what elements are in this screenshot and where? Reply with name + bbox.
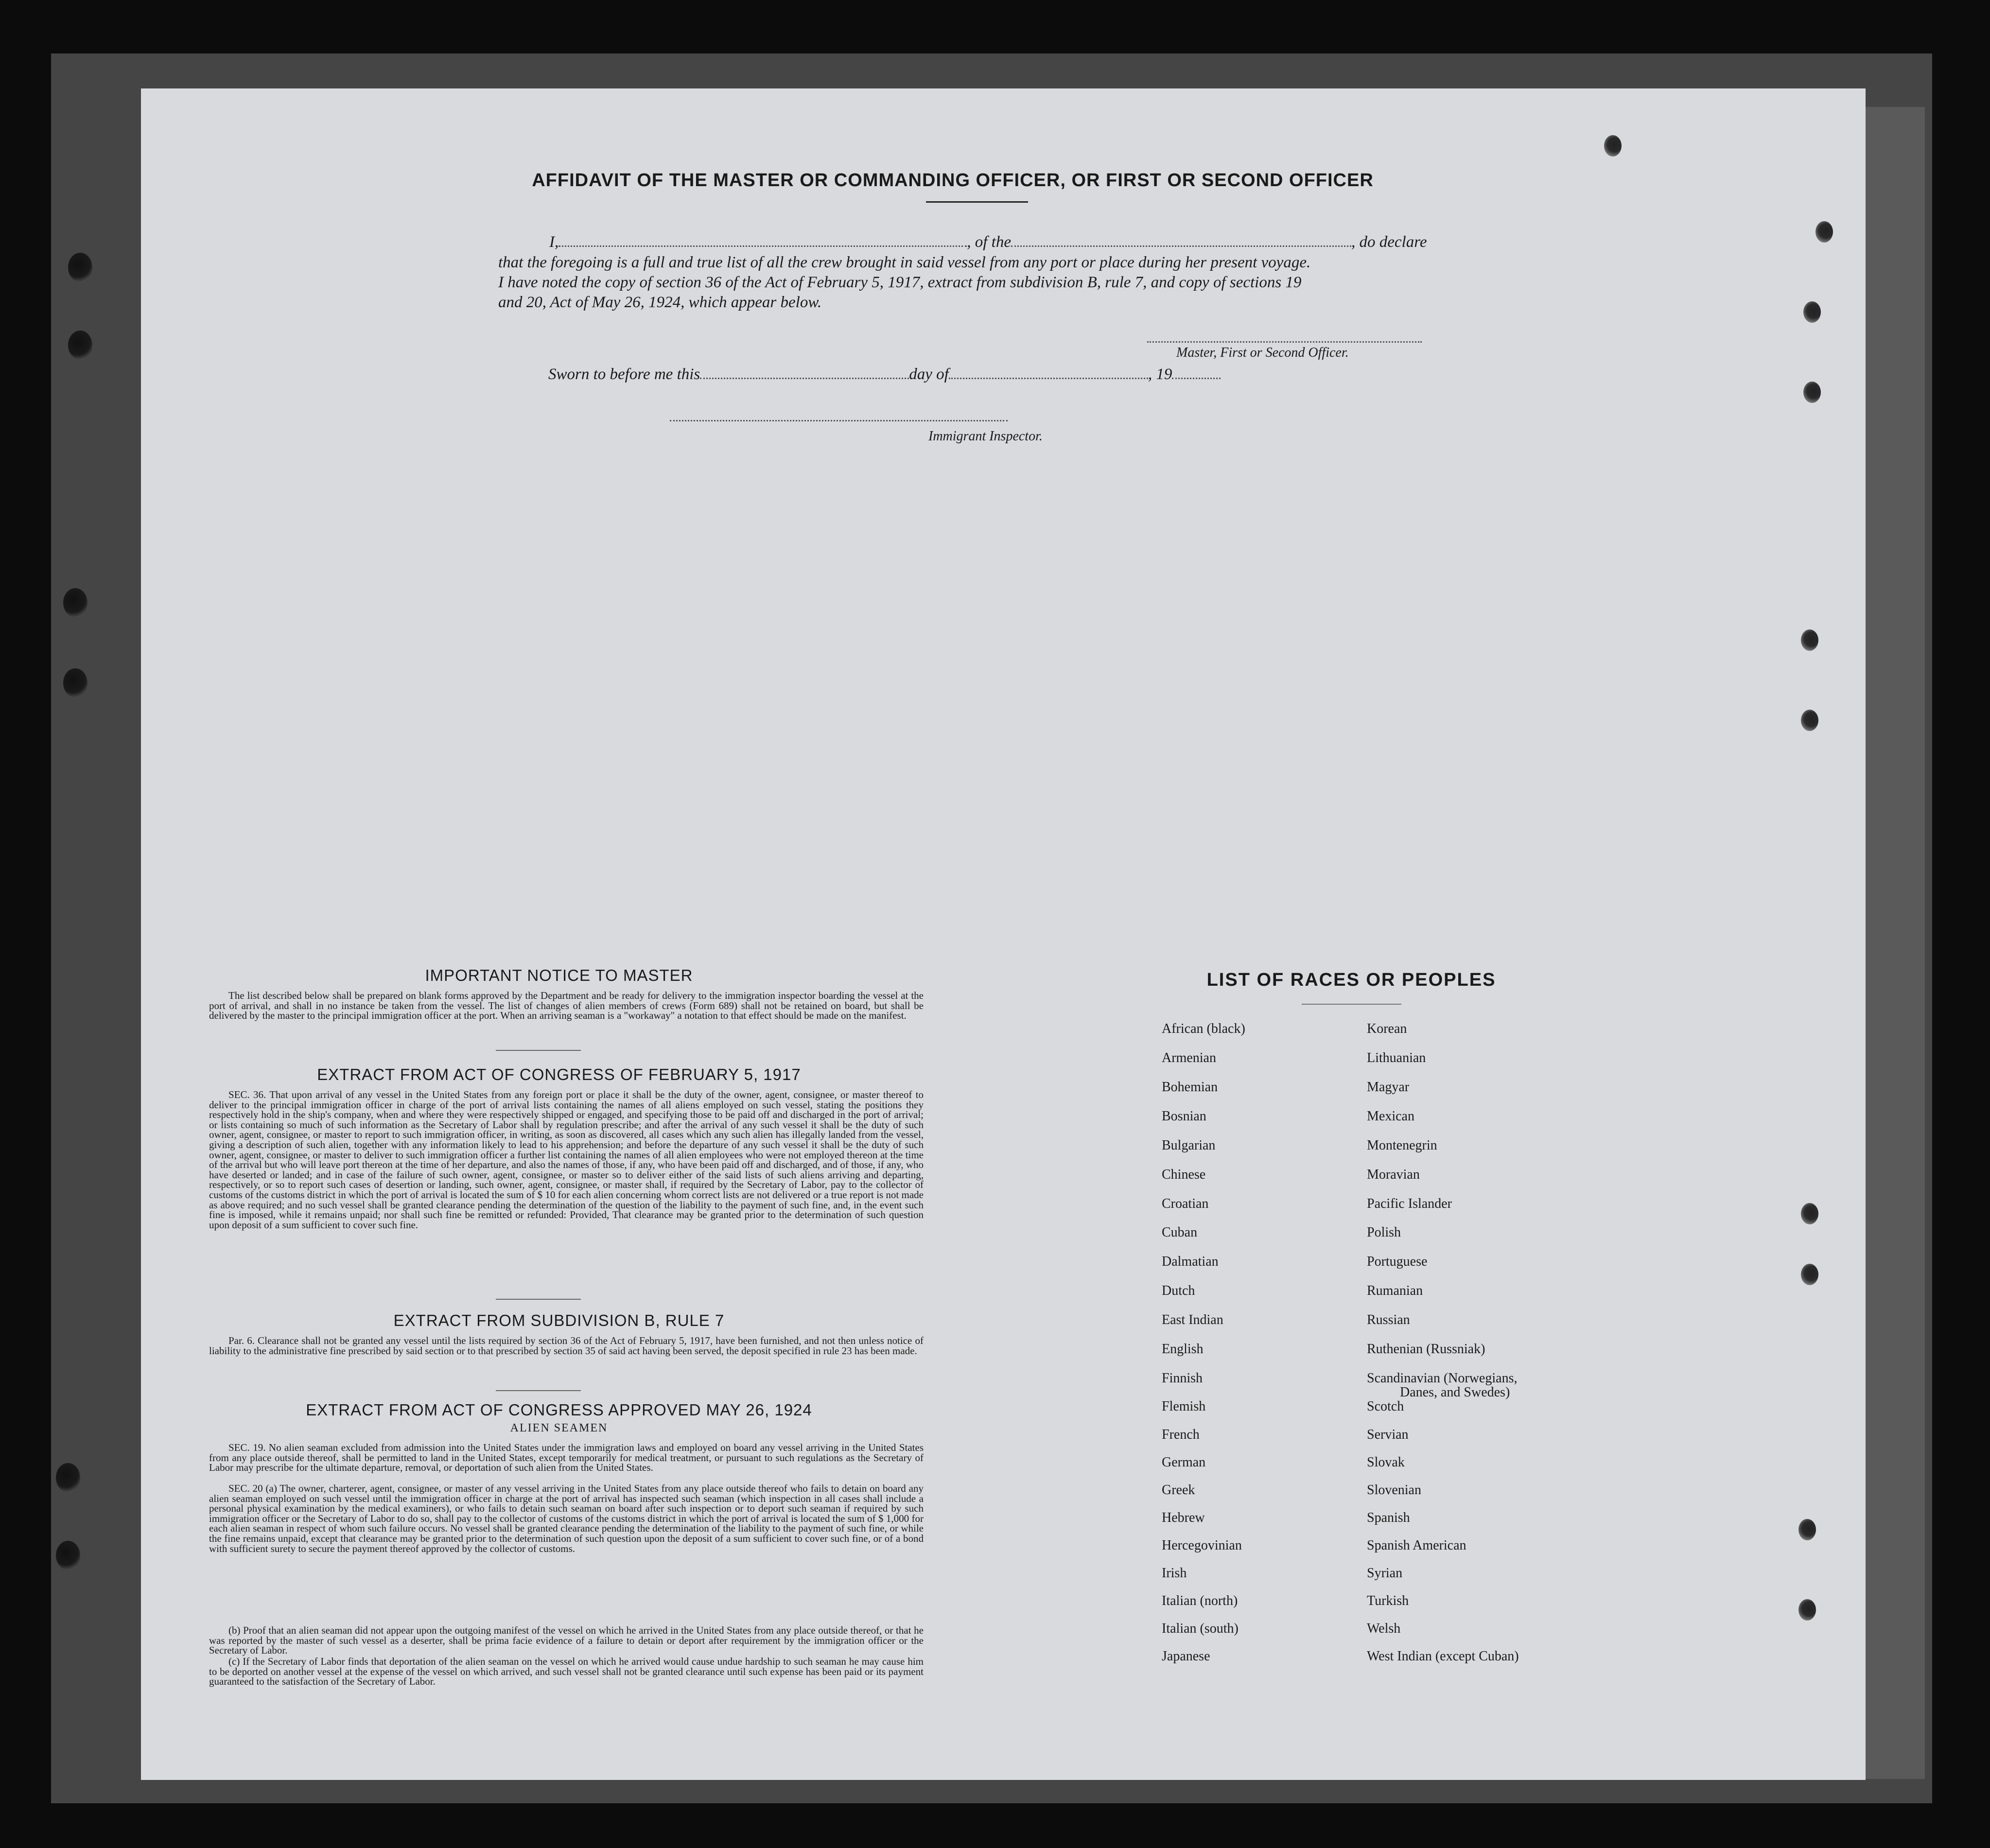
race-left-item: Finnish xyxy=(1162,1371,1203,1386)
race-right-item: Spanish American xyxy=(1367,1538,1466,1553)
of-the-label: , of the xyxy=(967,233,1011,251)
race-left-item: Cuban xyxy=(1162,1225,1198,1240)
extract-1924-title: EXTRACT FROM ACT OF CONGRESS APPROVED MAY 26, 1924 xyxy=(306,1401,812,1419)
race-right-item: Scotch xyxy=(1367,1399,1404,1414)
race-left-item: Hercegovinian xyxy=(1162,1538,1242,1553)
notice-title: IMPORTANT NOTICE TO MASTER xyxy=(425,966,693,984)
race-left-item: East Indian xyxy=(1162,1312,1223,1327)
race-right-item: Magyar xyxy=(1367,1080,1410,1095)
extract-1917-text: SEC. 36. That upon arrival of any vessel in the United States from any foreign port or place it shall be the duty of the owner, agent, consignee, or master thereof to deliver to the principal immigration officer in charge of the port of arrival lists containing the names of all aliens employed on such vessel, stating the positions they respectively hold in the ship's company, when and where they were respectively shipped or engaged, and specifying those to be paid off and discharged in the port of arrival; or lists containing so much of such information as the Secretary of Labor shall by regulation prescribe; and after the arrival of any such vessel it shall be the duty of such owner, agent, consignee, or master to report to such immigration officer, in writing, as soon as discovered, all cases which any such alien has illegally landed from the vessel, giving a description of such alien, together with any information likely to lead to his apprehension; and before the departure of any such vessel it shall be the duty of such owner, agent, consignee, or master to deliver to such immigration officer a further list containing the names of all alien employees who were not employed thereon at the time of the arrival but who will leave port thereon at the time of her departure, and also the names of those, if any, who have been paid off and discharged, and of those, if any, who have deserted or landed; and in case of the failure of such owner, agent, consignee, or master so to deliver either of the said lists of such aliens arriving and departing, respectively, or so to report such cases of desertion or landing, such owner, agent, consignee, or master shall, if required by the Secretary of Labor, pay to the collector of customs of the customs district in which the port of arrival is located the sum of $ 10 for each alien concerning whom correct lists are not delivered or a true report is not made as above required; and no such vessel shall be granted clearance pending the determination of the question of the liability to the payment of such fine, and, in the event such fine is imposed, while it remains unpaid; nor shall such fine be remitted or refunded: Provided, That clearance may be granted prior to the determination of such question upon deposit of a sum sufficient to cover such fine. xyxy=(209,1089,924,1231)
race-right-item: Welsh xyxy=(1367,1621,1401,1636)
backing-board-edge xyxy=(1857,107,1925,1779)
binder-hole xyxy=(1798,1519,1816,1540)
master-signature-caption: Master, First or Second Officer. xyxy=(1176,345,1349,360)
race-right-item: Rumanian xyxy=(1367,1283,1423,1298)
binder-hole xyxy=(1801,1203,1818,1224)
declaration-i-label: I, xyxy=(549,233,559,251)
race-right-item: Russian xyxy=(1367,1312,1410,1327)
race-right-item: Montenegrin xyxy=(1367,1138,1437,1153)
affidavit-line-3: I have noted the copy of section 36 of the Act of February 5, 1917, extract from subdivision B, rule 7, and copy of sections 19 xyxy=(498,274,1302,291)
race-left-item: Hebrew xyxy=(1162,1510,1205,1525)
notice-text: The list described below shall be prepared on blank forms approved by the Department and be ready for delivery to the immigration inspector boarding the vessel at the port of arrival, and shall in no instance be taken from the vessel. The list of changes of alien members of crews (Form 689) shall not be retained on board, but shall be delivered by the master to the principal immigration officer at the port. When an arriving seaman is a "workaway" a notation to that effect should be made on the manifest. xyxy=(209,990,924,1022)
race-right-item: Spanish xyxy=(1367,1510,1410,1525)
binder-hole xyxy=(1798,1599,1816,1621)
day-blank xyxy=(700,368,909,379)
extract-1917-title: EXTRACT FROM ACT OF CONGRESS OF FEBRUARY 5, 1917 xyxy=(317,1065,801,1083)
binder-hole xyxy=(63,668,87,697)
race-left-item: Italian (south) xyxy=(1162,1621,1239,1636)
extract-rule7-text: Par. 6. Clearance shall not be granted any vessel until the lists required by section 36 of the Act of February 5, 1917, have been furnished, and not then unless notice of liability to the administrative fine prescribed by said section or to that prescribed by section 35 of said act having been served, the deposit specified in rule 23 has been made. xyxy=(209,1335,924,1357)
extract-1924-sec19: SEC. 19. No alien seaman excluded from admission into the United States under the immigration laws and employed on board any vessel arriving in the United States from any place outside thereof, shall be permitted to land in the United States, except temporarily for medical treatment, or pursuant to such regulations as the Secretary of Labor may prescribe for the ultimate departure, removal, or deportation of such alien from the United States. xyxy=(209,1442,924,1474)
races-title: LIST OF RACES OR PEOPLES xyxy=(1206,970,1496,990)
do-declare-label: , do declare xyxy=(1351,233,1427,251)
race-left-item: Bulgarian xyxy=(1162,1138,1216,1153)
inspector-signature-line xyxy=(670,420,1008,421)
inspector-signature-caption: Immigrant Inspector. xyxy=(928,429,1043,444)
race-right-item: Mexican xyxy=(1367,1109,1414,1124)
race-left-item: Bohemian xyxy=(1162,1080,1218,1095)
race-left-item: French xyxy=(1162,1427,1200,1442)
affidavit-declaration-line xyxy=(549,233,1427,251)
day-of-label: day of xyxy=(909,366,949,383)
race-right-item: Korean xyxy=(1367,1021,1407,1036)
race-right-item: Lithuanian xyxy=(1367,1050,1426,1065)
race-right-item: Slovak xyxy=(1367,1455,1405,1470)
race-left-item: Japanese xyxy=(1162,1649,1210,1664)
vessel-blank xyxy=(1011,236,1351,247)
race-left-item: Italian (north) xyxy=(1162,1593,1238,1608)
race-right-item-continuation: Danes, and Swedes) xyxy=(1400,1385,1510,1400)
binder-hole xyxy=(63,588,87,617)
race-right-item: Syrian xyxy=(1367,1566,1403,1581)
section-divider xyxy=(496,1390,581,1391)
binder-hole xyxy=(56,1463,80,1492)
extract-1924-sec20c: (c) If the Secretary of Labor finds that deportation of the alien seaman on the vessel on which he arrived would cause undue hardship to such seaman he may cause him to be deported on another vessel at the expense of the vessel on which arrived, and such vessel shall not be granted clearance until such expense has been paid or its payment guaranteed to the satisfaction of the Secretary of Labor. xyxy=(209,1656,924,1688)
race-right-item: Servian xyxy=(1367,1427,1409,1442)
extract-rule7-title: EXTRACT FROM SUBDIVISION B, RULE 7 xyxy=(393,1311,725,1329)
race-left-item: Bosnian xyxy=(1162,1109,1206,1124)
extract-1924-subtitle: ALIEN SEAMEN xyxy=(510,1422,608,1434)
sworn-label: Sworn to before me this xyxy=(548,366,700,383)
sworn-line xyxy=(548,366,1221,384)
race-left-item: Irish xyxy=(1162,1566,1187,1581)
affidavit-line-2: that the foregoing is a full and true list of all the crew brought in said vessel from any port or place during her present voyage. xyxy=(498,254,1311,271)
year-label: , 19 xyxy=(1148,366,1172,383)
binder-hole xyxy=(56,1541,80,1570)
binder-hole xyxy=(1801,1264,1818,1285)
master-signature-line xyxy=(1147,341,1422,343)
race-right-item: Ruthenian (Russniak) xyxy=(1367,1342,1485,1357)
race-right-item: Turkish xyxy=(1367,1593,1409,1608)
race-right-item: Portuguese xyxy=(1367,1254,1428,1269)
binder-hole xyxy=(1801,629,1818,651)
race-right-item: Moravian xyxy=(1367,1167,1420,1182)
binder-hole xyxy=(1801,710,1818,731)
year-blank xyxy=(1172,368,1221,379)
race-left-item: English xyxy=(1162,1342,1204,1357)
binder-hole xyxy=(68,331,92,360)
binder-hole xyxy=(1604,135,1622,157)
binder-hole xyxy=(1803,382,1821,403)
affidavit-title: AFFIDAVIT OF THE MASTER OR COMMANDING OFFICER, OR FIRST OR SECOND OFFICER xyxy=(532,170,1374,191)
title-rule xyxy=(926,201,1028,203)
race-left-item: Dutch xyxy=(1162,1283,1195,1298)
extract-1924-sec20b: (b) Proof that an alien seaman did not appear upon the outgoing manifest of the vessel on which he arrived in the United States from any place outside thereof, or that he was reported by the master of such vessel as a deserter, shall be prima facie evidence of a failure to detain or deport after requirement by the immigration officer or the Secretary of Labor. xyxy=(209,1624,924,1656)
race-left-item: Armenian xyxy=(1162,1050,1216,1065)
race-right-item: Polish xyxy=(1367,1225,1401,1240)
binder-hole xyxy=(1803,301,1821,323)
race-left-item: Greek xyxy=(1162,1482,1195,1498)
affidavit-line-4: and 20, Act of May 26, 1924, which appear below. xyxy=(498,294,822,311)
section-divider xyxy=(496,1050,581,1051)
race-left-item: Chinese xyxy=(1162,1167,1206,1182)
race-right-item: Slovenian xyxy=(1367,1482,1421,1498)
race-left-item: African (black) xyxy=(1162,1021,1245,1036)
binder-hole xyxy=(68,253,92,282)
race-left-item: Croatian xyxy=(1162,1196,1209,1211)
section-divider xyxy=(496,1299,581,1300)
month-blank xyxy=(949,368,1148,379)
extract-1924-sec20a: SEC. 20 (a) The owner, charterer, agent, consignee, or master of any vessel arriving in the United States from any place outside thereof who fails to detain on board any alien seaman employed on such vessel until the immigration officer in charge at the port of arrival has inspected such seaman (which inspection in all cases shall include a personal physical examination by the medical examiners), or who fails to detain such seaman on board after such inspection or to deport such seaman if required by such immigration officer or the Secretary of Labor to do so, shall pay to the collector of customs of the customs district in which the port of arrival is located the sum of $ 1,000 for each alien seaman in respect of whom such failure occurs. No vessel shall be granted clearance pending the determination of the liability to the payment of such fine, or while the fine remains unpaid, except that clearance may be granted prior to the determination of such question upon the deposit of a sum sufficient to cover such fine, or of a bond with sufficient surety to secure the payment thereof approved by the collector of customs. xyxy=(209,1482,924,1554)
race-left-item: Dalmatian xyxy=(1162,1254,1219,1269)
race-left-item: German xyxy=(1162,1455,1206,1470)
races-divider xyxy=(1302,1004,1401,1005)
name-blank xyxy=(559,236,967,247)
race-right-item: Pacific Islander xyxy=(1367,1196,1452,1211)
race-left-item: Flemish xyxy=(1162,1399,1206,1414)
race-right-item: West Indian (except Cuban) xyxy=(1367,1649,1519,1664)
binder-hole xyxy=(1815,221,1833,243)
race-right-item: Scandinavian (Norwegians, xyxy=(1367,1371,1518,1386)
